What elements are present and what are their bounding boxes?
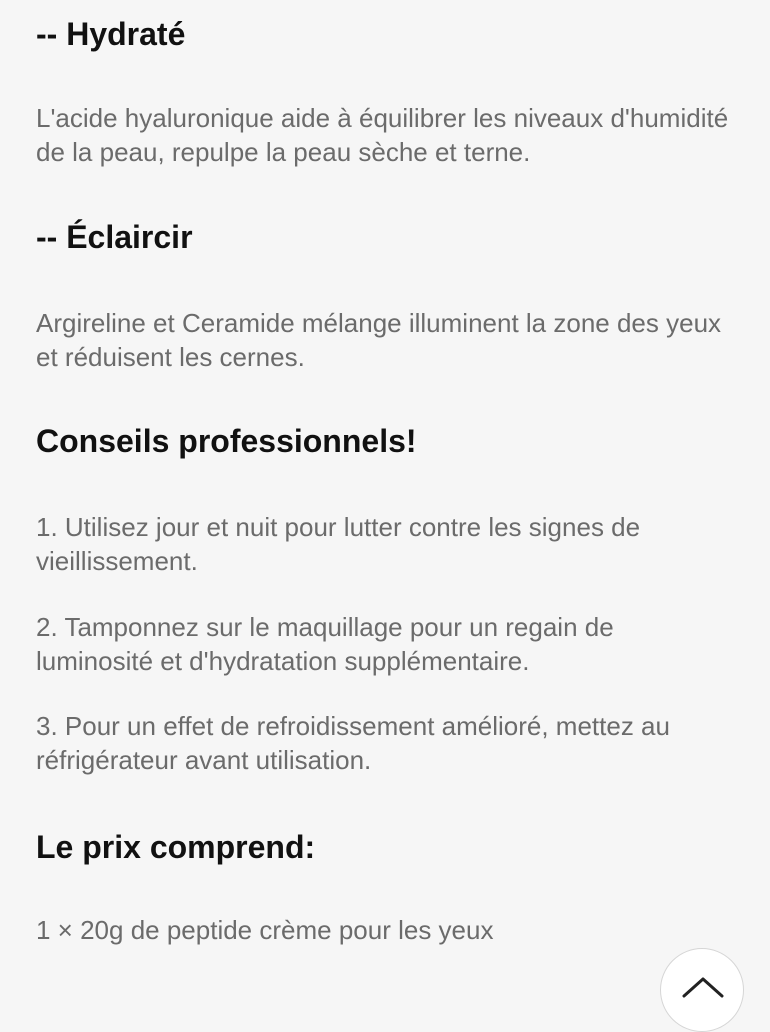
tip-item: 2. Tamponnez sur le maquillage pour un regain de luminosité et d'hydratation supplémentaire. bbox=[36, 612, 614, 676]
section-text-hydrate: L'acide hyaluronique aide à équilibrer les niveaux d'humidité de la peau, repulpe la peau sèche et terne. bbox=[36, 103, 729, 167]
tip-item: 1. Utilisez jour et nuit pour lutter contre les signes de vieillissement. bbox=[36, 512, 641, 576]
section-heading-eclaircir: -- Éclaircir bbox=[36, 219, 193, 255]
scroll-to-top-button[interactable] bbox=[660, 948, 744, 1032]
tip-item: 3. Pour un effet de refroidissement amélioré, mettez au réfrigérateur avant utilisation. bbox=[36, 711, 670, 775]
section-heading-hydrate: -- Hydraté bbox=[36, 16, 186, 52]
section-text-eclaircir: Argireline et Ceramide mélange illuminent la zone des yeux et réduisent les cernes. bbox=[36, 308, 722, 372]
chevron-up-icon bbox=[681, 975, 725, 999]
section-heading-conseils: Conseils professionnels! bbox=[36, 423, 417, 459]
section-heading-prix: Le prix comprend: bbox=[36, 829, 316, 865]
section-text-prix: 1 × 20g de peptide crème pour les yeux bbox=[36, 915, 494, 945]
